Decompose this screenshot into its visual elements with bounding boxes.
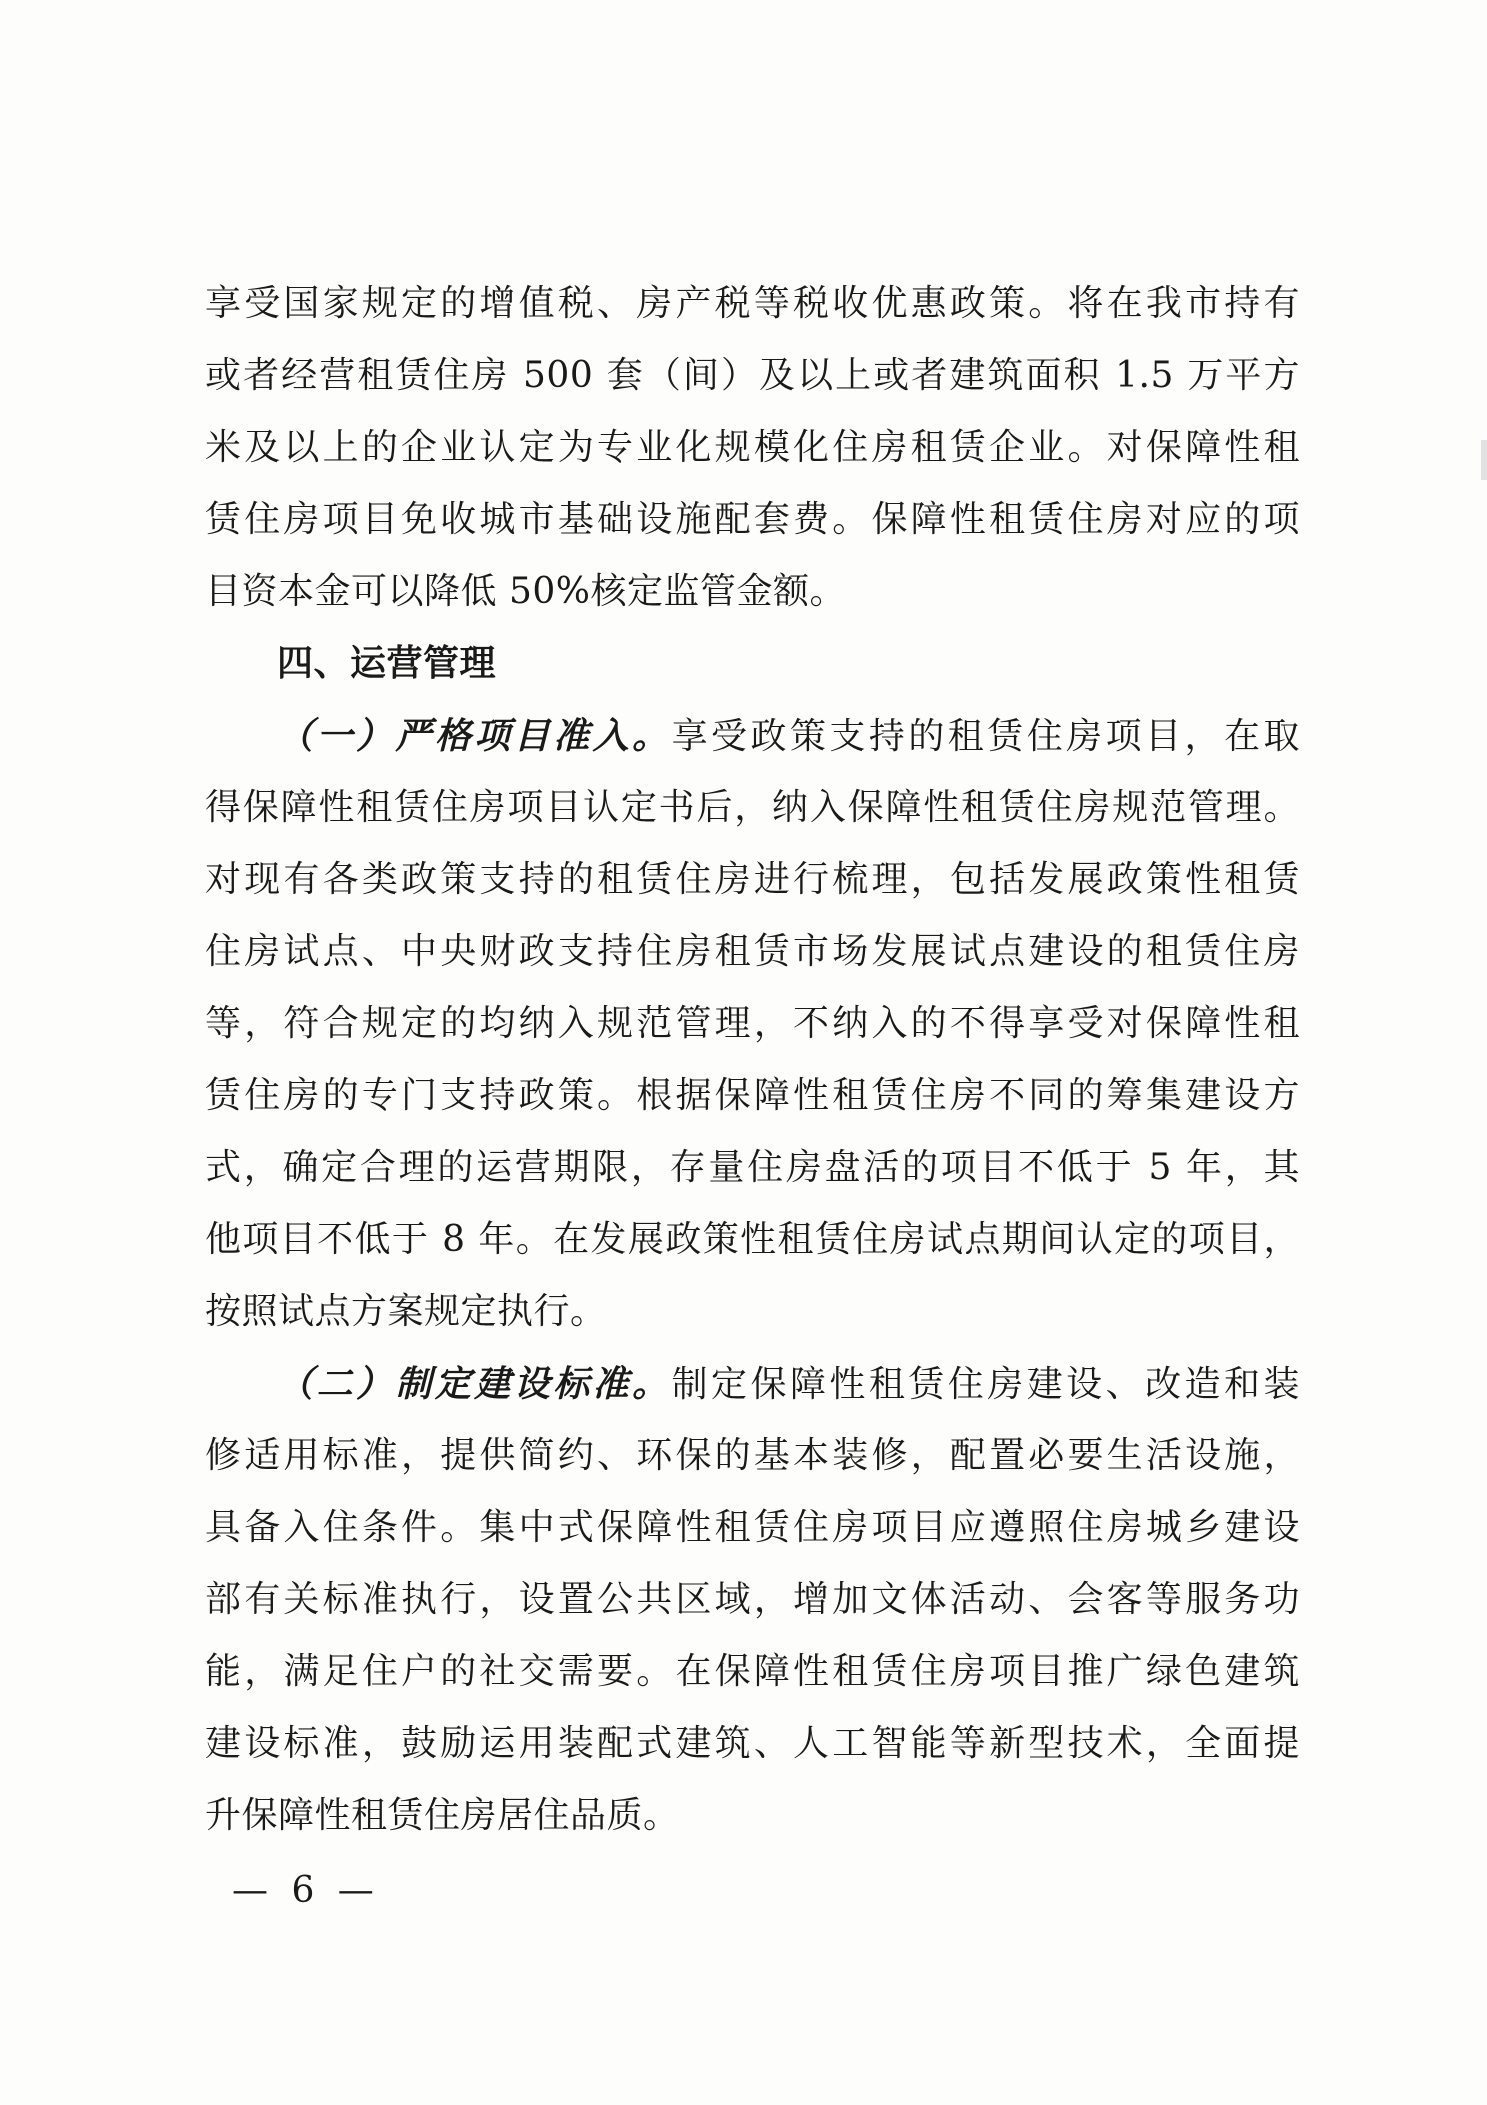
text-line: 建设标准，鼓励运用装配式建筑、人工智能等新型技术，全面提	[205, 1723, 1300, 1764]
text-line: 住房试点、中央财政支持住房租赁市场发展试点建设的租赁住房	[205, 931, 1300, 972]
text-line: 修适用标准，提供简约、环保的基本装修，配置必要生活设施，	[205, 1435, 1300, 1476]
paragraph-tax-policy	[205, 268, 1300, 628]
text-span: 制定保障性租赁住房建设、改造和装	[671, 1364, 1300, 1405]
paragraph-project-access	[205, 700, 1300, 1348]
text-line: 对现有各类政策支持的租赁住房进行梳理，包括发展政策性租赁	[205, 859, 1300, 900]
text-line: 部有关标准执行，设置公共区域，增加文体活动、会客等服务功	[205, 1579, 1300, 1620]
paragraph-construction-standard	[205, 1348, 1300, 1852]
section-heading: 四、运营管理	[277, 643, 497, 684]
text-line	[205, 700, 1300, 772]
text-line: 享受国家规定的增值税、房产税等税收优惠政策。将在我市持有	[205, 283, 1300, 324]
text-line: 或者经营租赁住房 500 套（间）及以上或者建筑面积 1.5 万平方	[205, 355, 1300, 396]
text-line: 能，满足住户的社交需要。在保障性租赁住房项目推广绿色建筑	[205, 1651, 1300, 1692]
text-line: 升保障性租赁住房居住品质。	[205, 1795, 680, 1836]
subsection-title: （一）严格项目准入。	[277, 715, 672, 757]
text-span: 享受政策支持的租赁住房项目，在取	[671, 716, 1300, 757]
body-text	[205, 268, 1300, 1852]
text-line: 式，确定合理的运营期限，存量住房盘活的项目不低于 5 年，其	[205, 1147, 1300, 1188]
page-number: — 6 —	[232, 1870, 380, 1911]
text-line: 赁住房项目免收城市基础设施配套费。保障性租赁住房对应的项	[205, 499, 1300, 540]
text-line: 等，符合规定的均纳入规范管理，不纳入的不得享受对保障性租	[205, 1003, 1300, 1044]
text-line: 得保障性租赁住房项目认定书后，纳入保障性租赁住房规范管理。	[205, 787, 1300, 828]
text-line: 米及以上的企业认定为专业化规模化住房租赁企业。对保障性租	[205, 427, 1300, 468]
text-line: 目资本金可以降低 50%核定监管金额。	[205, 571, 846, 612]
text-line	[205, 1348, 1300, 1420]
text-line: 他项目不低于 8 年。在发展政策性租赁住房试点期间认定的项目，	[205, 1219, 1300, 1260]
subsection-title: （二）制定建设标准。	[277, 1363, 672, 1405]
text-line: 赁住房的专门支持政策。根据保障性租赁住房不同的筹集建设方	[205, 1075, 1300, 1116]
text-line: 按照试点方案规定执行。	[205, 1291, 607, 1332]
scan-edge-mark	[1481, 440, 1487, 480]
text-line: 具备入住条件。集中式保障性租赁住房项目应遵照住房城乡建设	[205, 1507, 1300, 1548]
